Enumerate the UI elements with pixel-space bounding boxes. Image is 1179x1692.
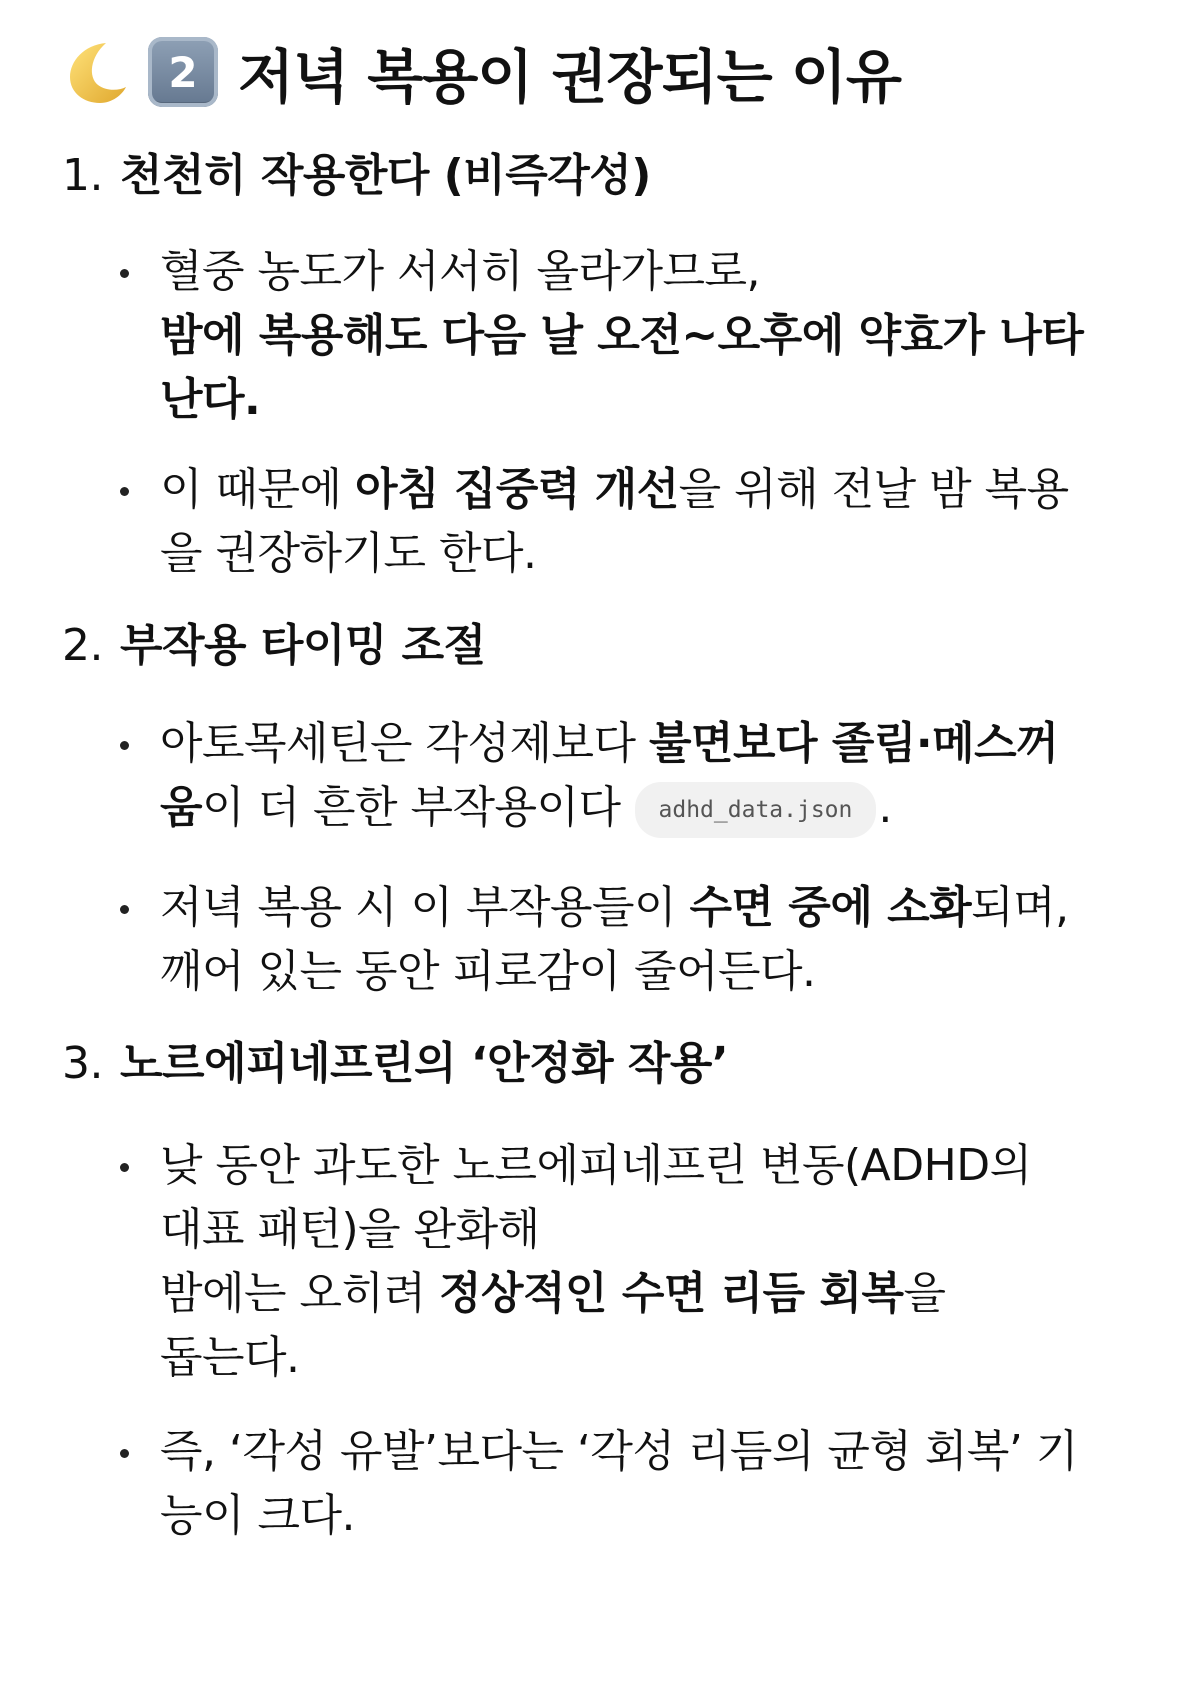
section-1-title	[62, 148, 651, 204]
section-3-number: 3.	[62, 1038, 103, 1089]
bullet-text: 을 권장하기도 한다.	[160, 528, 537, 579]
bullet-text: 혈중 농도가 서서히 올라가므로,	[160, 246, 760, 297]
bullet-text: 저녁 복용 시 이 부작용들이	[160, 882, 690, 933]
bullet-text: 낮 동안 과도한 노르에피네프린 변동(ADHD의	[160, 1140, 1032, 1191]
keycap-2-icon: 2	[148, 37, 218, 107]
section-3-title	[62, 1036, 728, 1092]
bullet-bold-text: 움	[160, 782, 203, 833]
bullet-dot-icon	[120, 1163, 129, 1172]
bullet-bold-text: 정상적인 수면 리듬 회복	[439, 1268, 904, 1319]
bullet-dot-icon	[120, 487, 129, 496]
bullet-text: 밤에는 오히려	[160, 1268, 439, 1319]
section-1-heading: 천천히 작용한다 (비즉각성)	[120, 150, 651, 201]
bullet-text: 대표 패턴)을 완화해	[160, 1204, 540, 1255]
source-citation-chip[interactable]: adhd_data.json	[635, 782, 877, 838]
page-heading	[62, 34, 901, 110]
section-1-bullet-2	[160, 458, 1120, 586]
bullet-text: 이 더 흔한 부작용이다	[202, 782, 621, 833]
bullet-text: 을	[903, 1268, 946, 1319]
bullet-dot-icon	[120, 269, 129, 278]
section-1-bullet-1	[160, 240, 1120, 432]
bullet-text: 아토목세틴은 각성제보다	[160, 718, 650, 769]
bullet-text: 되며,	[971, 882, 1069, 933]
bullet-bold-text: 아침 집중력 개선	[355, 464, 679, 515]
section-2-number: 2.	[62, 620, 103, 671]
bullet-bold-text: 난다.	[160, 374, 261, 425]
crescent-moon-icon	[62, 37, 132, 107]
bullet-text: 돕는다.	[160, 1332, 300, 1383]
bullet-text: 깨어 있는 동안 피로감이 줄어든다.	[160, 946, 816, 997]
section-3-bullet-1	[160, 1134, 1120, 1390]
bullet-dot-icon	[120, 741, 129, 750]
section-1-number: 1.	[62, 150, 103, 201]
bullet-text: 능이 크다.	[160, 1490, 355, 1541]
section-2-bullet-2	[160, 876, 1120, 1004]
section-3-bullet-2	[160, 1420, 1120, 1548]
bullet-bold-text: 수면 중에 소화	[689, 882, 972, 933]
bullet-bold-text: 불면보다 졸림·메스꺼	[649, 718, 1059, 769]
bullet-text: 즉, ‘각성 유발’보다는 ‘각성 리듬의 균형 회복’ 기	[160, 1426, 1078, 1477]
bullet-text: 이 때문에	[160, 464, 355, 515]
bullet-dot-icon	[120, 905, 129, 914]
bullet-text: 을 위해 전날 밤 복용	[678, 464, 1069, 515]
bullet-dot-icon	[120, 1449, 129, 1458]
section-2-title	[62, 618, 486, 674]
section-2-heading: 부작용 타이밍 조절	[120, 620, 486, 671]
page-title: 저녁 복용이 권장되는 이유	[238, 43, 901, 111]
bullet-bold-text: 밤에 복용해도 다음 날 오전~오후에 약효가 나타	[160, 310, 1084, 361]
section-2-bullet-1	[160, 712, 1120, 840]
bullet-text: .	[878, 782, 892, 833]
section-3-heading: 노르에피네프린의 ‘안정화 작용’	[120, 1038, 729, 1089]
